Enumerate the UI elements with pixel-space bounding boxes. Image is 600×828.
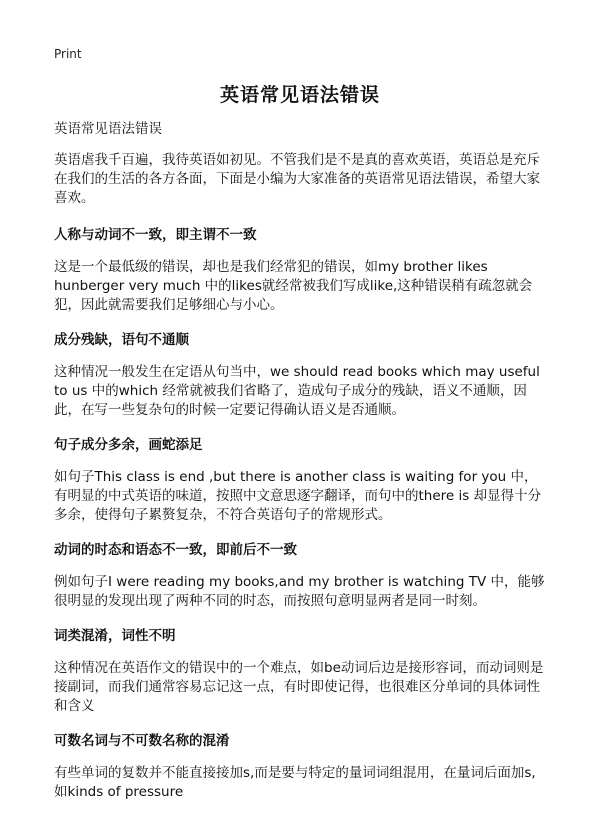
section-redundant-components [54, 436, 548, 525]
section-paragraph: 这种情况一般发生在定语从句当中，we should read books which may useful to us 中的which 经常就被我们省略了，造成句子成分的残缺，语义不通顺，因此，在写一些复杂句的时候一定要记得确认语义是否通顺。 [54, 364, 540, 418]
print-label: Print [54, 47, 82, 61]
article-body [54, 120, 548, 818]
section-part-of-speech [54, 627, 548, 716]
section-paragraph: 这是一个最低级的错误，却也是我们经常犯的错误，如my brother likes hunberger very much 中的likes就经常被我们写成like,这种错误稍有疏忽就会犯，因此就需要我们足够细心与小心。 [54, 259, 533, 313]
section-subject-verb-agreement [54, 226, 548, 315]
page-title: 英语常见语法错误 [219, 84, 380, 106]
section-paragraph: 例如句子I were reading my books,and my brother is watching TV 中，能够很明显的发现出现了两种不同的时态，而按照句意明显两者是同一时刻。 [54, 574, 545, 609]
section-countable-nouns [54, 732, 548, 802]
intro-paragraph: 英语虐我千百遍，我待英语如初见。不管我们是不是真的喜欢英语，英语总是充斥在我们的生活的各方各面，下面是小编为大家准备的英语常见语法错误，希望大家喜欢。 [54, 152, 540, 206]
section-heading: 成分残缺，语句不通顺 [54, 332, 189, 348]
section-heading: 句子成分多余，画蛇添足 [54, 437, 203, 453]
section-tense-voice [54, 541, 548, 611]
section-paragraph: 有些单词的复数并不能直接接加s,而是要与特定的量词词组混用，在量词后面加s,如kinds of pressure [54, 765, 536, 800]
section-heading: 动词的时态和语态不一致，即前后不一致 [54, 542, 297, 558]
section-heading: 可数名词与不可数名称的混淆 [54, 733, 230, 749]
section-heading: 人称与动词不一致，即主谓不一致 [54, 227, 257, 243]
section-incomplete-sentence [54, 331, 548, 420]
section-heading: 词类混淆，词性不明 [54, 628, 176, 644]
section-paragraph: 如句子This class is end ,but there is another class is waiting for you 中，有明显的中式英语的味道，按照中文意思逐字翻译，而句中的there is 却显得十分多余，使得句子累赘复杂，不符合英语句子的常规形式。 [54, 469, 542, 523]
section-paragraph: 这种情况在英语作文的错误中的一个难点，如be动词后边是接形容词，而动词则是接副词，而我们通常容易忘记这一点，有时即使记得，也很难区分单词的具体词性和含义 [54, 660, 544, 714]
article-subtitle: 英语常见语法错误 [54, 121, 162, 137]
